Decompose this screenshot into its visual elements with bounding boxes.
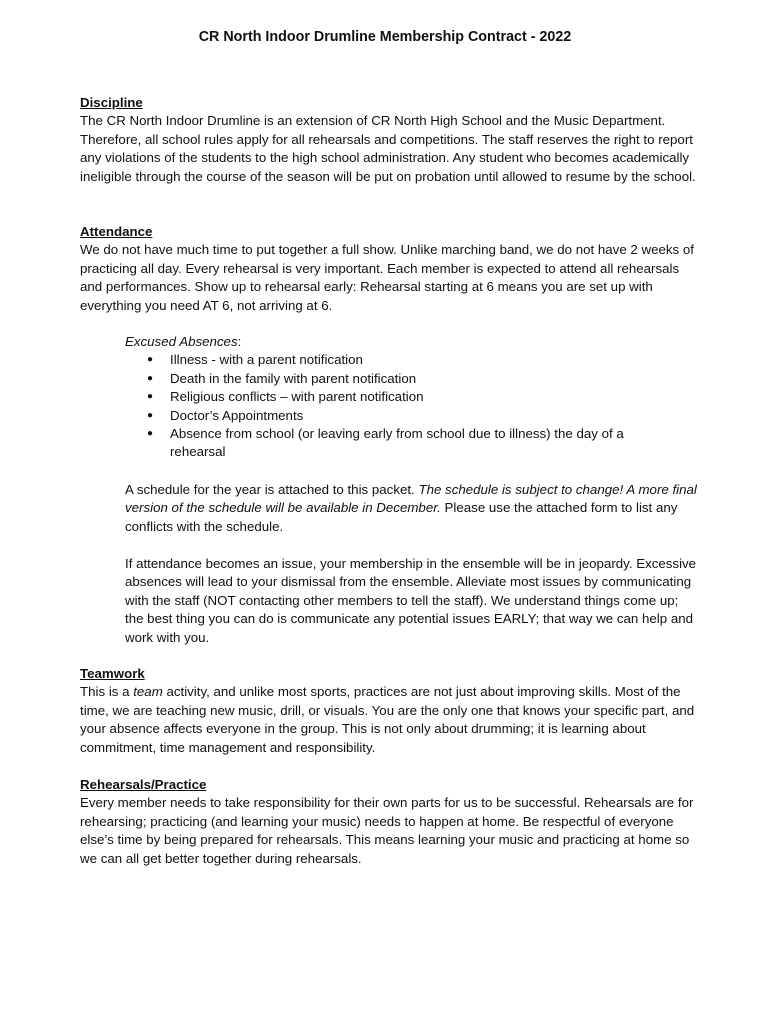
section-rehearsals: [80, 776, 700, 868]
excused-absences-label: Excused Absences: [125, 334, 238, 349]
rehearsals-heading: Rehearsals/Practice: [80, 777, 207, 792]
list-item-text: Death in the family with parent notification: [170, 370, 417, 386]
section-attendance: [80, 223, 700, 315]
attendance-body: We do not have much time to put together a full show. Unlike marching band, we do not have 2 weeks of practicing all day. Every rehearsal is very important. Each member is expected to attend all rehearsals and performances. Show up to rehearsal early: Rehearsal starting at 6 means you are set up with everything you need AT 6, not arriving at 6.: [80, 242, 694, 313]
jeopardy-paragraph: [125, 555, 700, 647]
teamwork-heading: Teamwork: [80, 666, 145, 681]
teamwork-italic: team: [133, 684, 163, 700]
list-item-text: Illness - with a parent notification: [170, 352, 363, 368]
list-item: [125, 351, 700, 369]
excused-absences-block: [125, 333, 700, 462]
list-item-text: Religious conflicts – with parent notification: [170, 389, 424, 405]
excused-absences-colon: :: [237, 334, 242, 349]
rehearsals-body: Every member needs to take responsibility for their own parts for us to be successful. Rehearsals are for rehearsing; practicing (and learning your music) needs to happen at home. Be respectful of everyone else’s time by being prepared for rehearsals. This means learning your music and practicing at home so we can all get better together during rehearsals.: [80, 795, 694, 866]
bullet-icon: ●: [147, 372, 154, 384]
schedule-italic-text: The schedule is subject to change! A more final version of the schedule will be available in December.: [125, 482, 697, 516]
bullet-icon: ●: [147, 428, 154, 440]
teamwork-body: This is a: [80, 684, 134, 700]
attendance-heading: Attendance: [80, 224, 153, 239]
bullet-icon: ●: [147, 354, 154, 366]
page-title: CR North Indoor Drumline Membership Contract - 2022: [198, 29, 572, 45]
section-teamwork: [80, 665, 700, 757]
teamwork-body-tail: activity, and unlike most sports, practices are not just about improving skills. Most of the time, we are teaching new music, drill, or visuals. You are the only one that knows your specific part, and your absence affects everyone in the group. This is not only about drumming; it is learning about commitment, time management and responsibility.: [80, 684, 695, 755]
schedule-text-tail: Please use the attached form to list any conflicts with the schedule.: [125, 500, 678, 534]
discipline-heading: Discipline: [80, 95, 143, 110]
list-item: [125, 370, 700, 388]
bullet-icon: ●: [147, 409, 154, 421]
discipline-body: The CR North Indoor Drumline is an extension of CR North High School and the Music Department. Therefore, all school rules apply for all rehearsals and competitions. The staff reserves the right to report any violations of the students to the high school administration. Any student who becomes academically ineligible through the course of the season will be put on probation until allowed to resume by the school.: [80, 113, 696, 184]
list-item: [125, 407, 700, 425]
jeopardy-text: If attendance becomes an issue, your membership in the ensemble will be in jeopardy. Excessive absences will lead to your dismissal from the ensemble. Alleviate most issues by communicating with the staff (NOT contacting other members to tell the staff). We understand things come up; the best thing you can do is communicate any potential issues EARLY; that way we can help and work with you.: [125, 556, 697, 645]
list-item: [125, 388, 700, 406]
excused-absences-list: [125, 351, 700, 461]
section-discipline: [80, 94, 700, 186]
list-item: [125, 425, 700, 462]
list-item-text: Absence from school (or leaving early from school due to illness) the day of a rehearsal: [170, 426, 624, 460]
list-item-text: Doctor’s Appointments: [170, 407, 304, 423]
schedule-paragraph: [125, 481, 700, 536]
schedule-text: A schedule for the year is attached to this packet.: [125, 482, 419, 497]
bullet-icon: ●: [147, 391, 154, 403]
